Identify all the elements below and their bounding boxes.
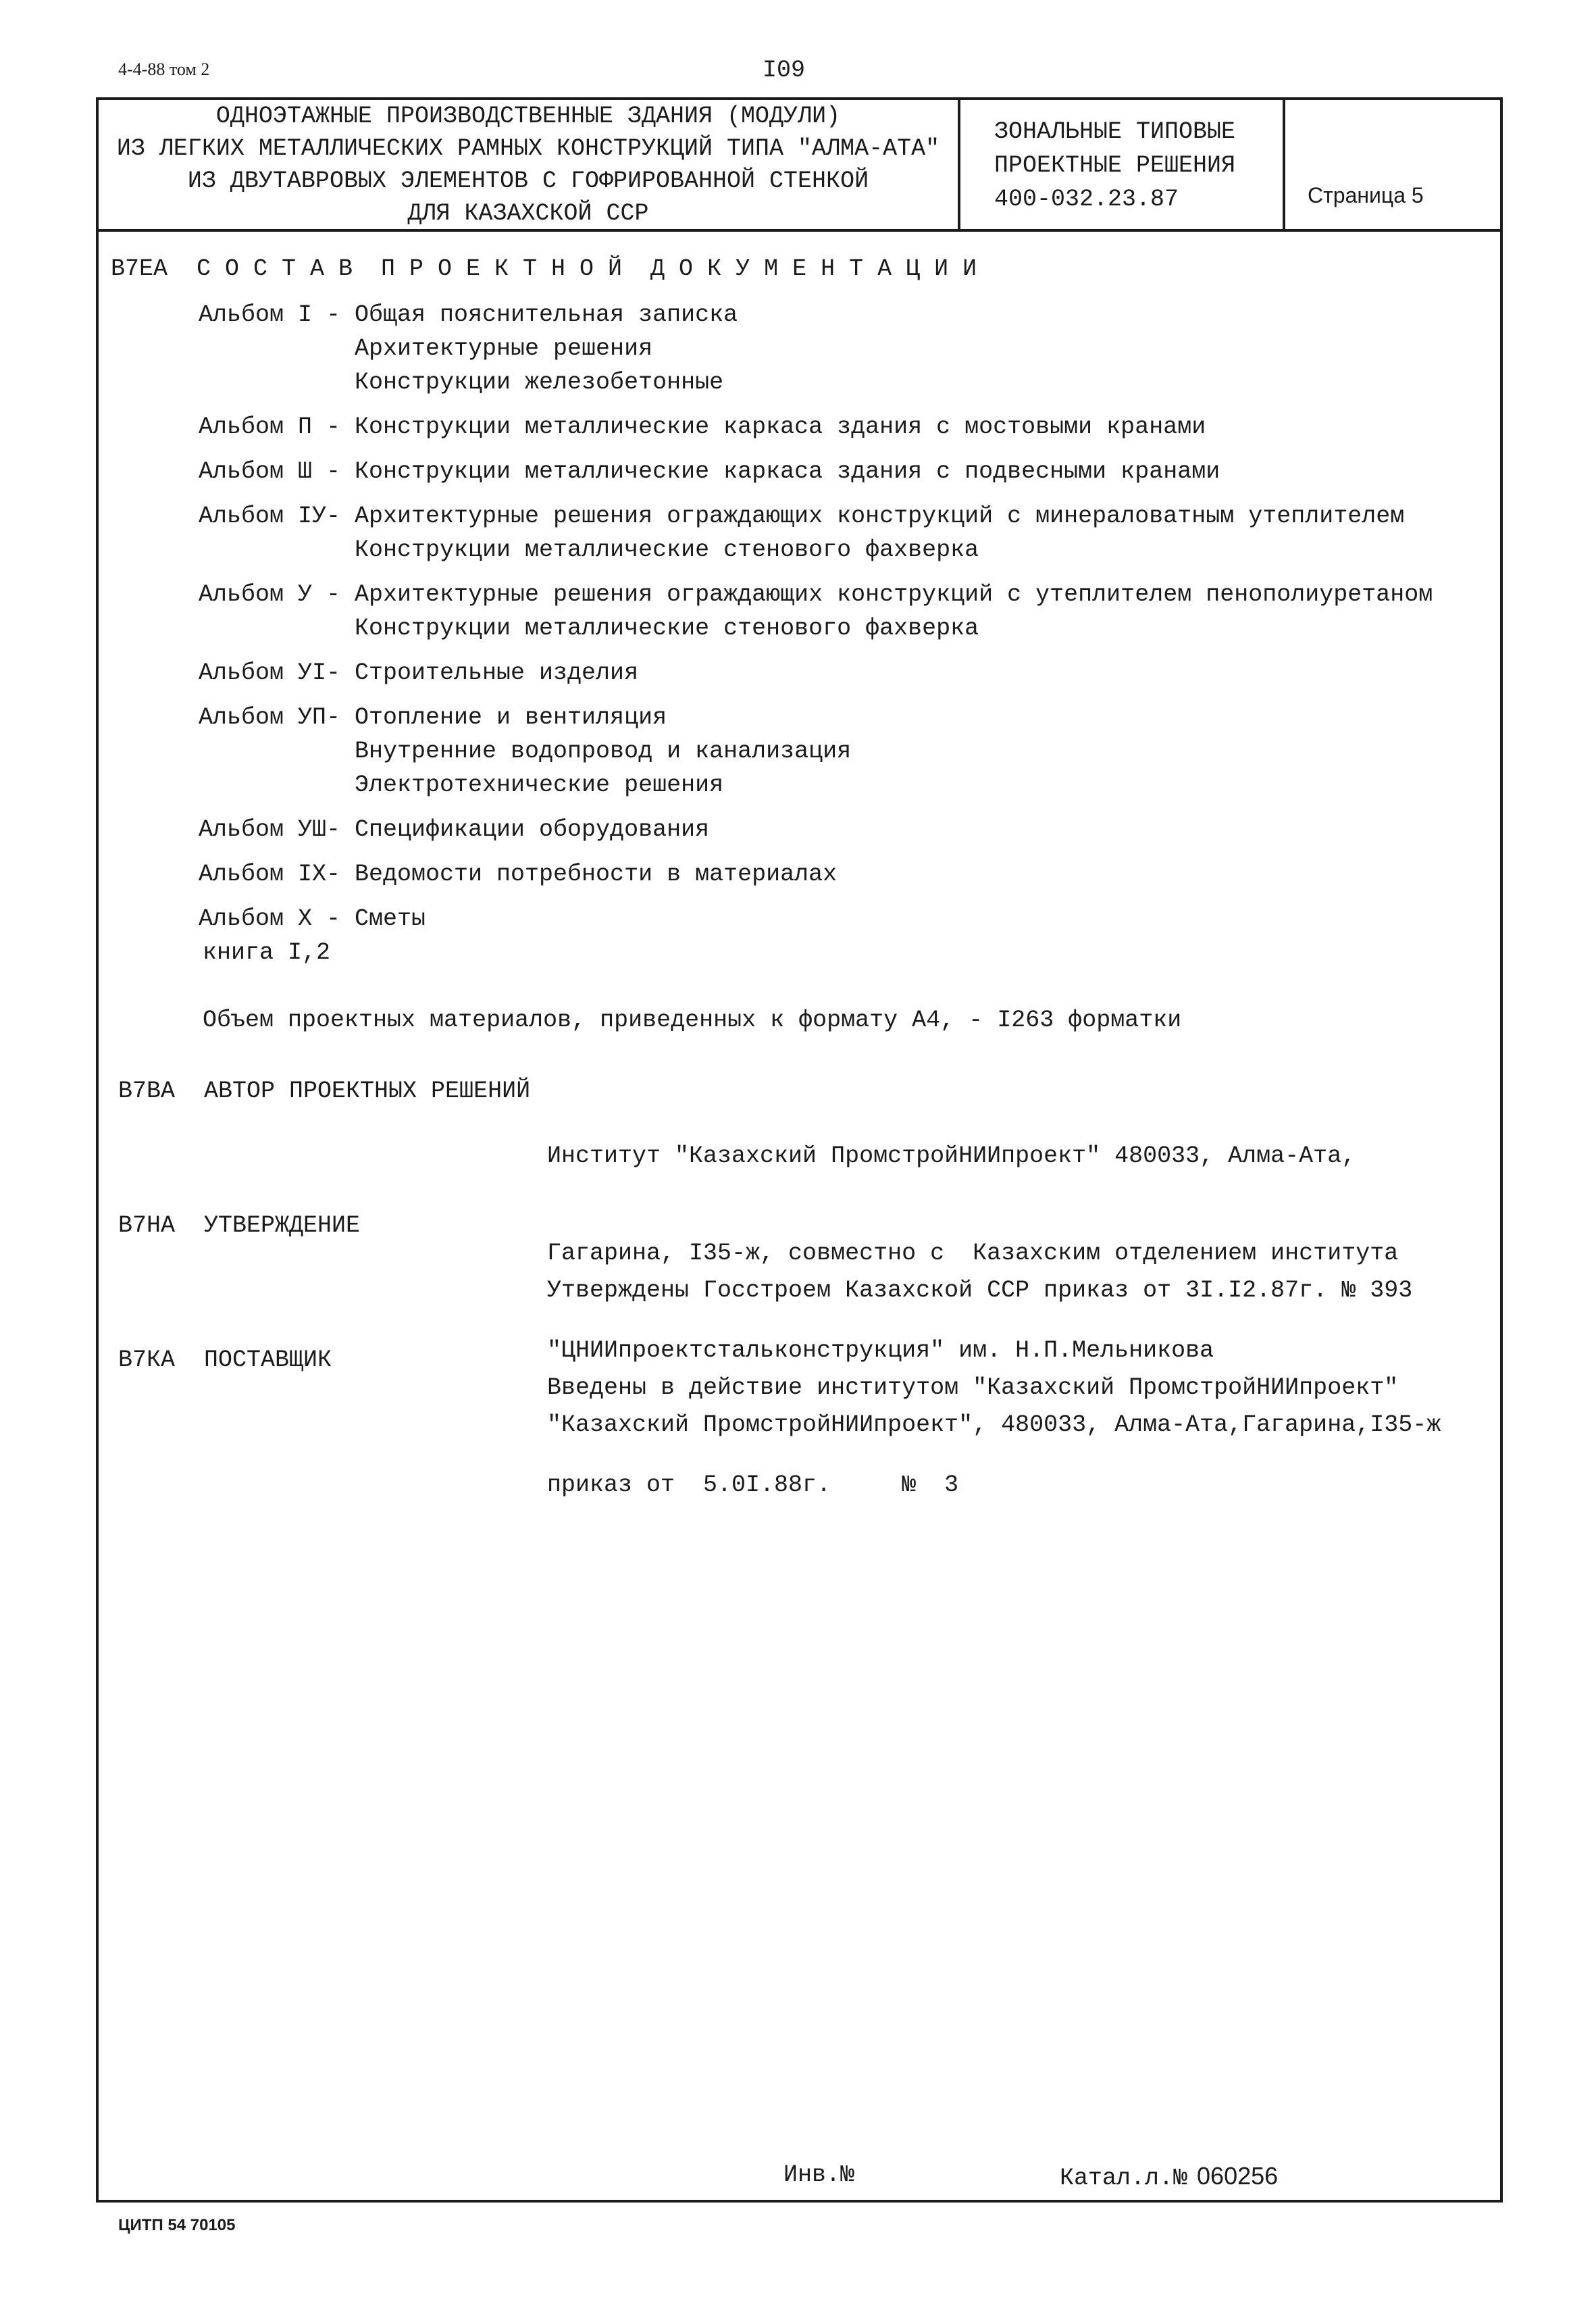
volume-note: Объем проектных материалов, приведенных к формату А4, - I263 форматки — [203, 1007, 1182, 1034]
album-item — [199, 455, 1433, 488]
album-line: Архитектурные решения — [355, 335, 653, 362]
title-line: ИЗ ДВУТАВРОВЫХ ЭЛЕМЕНТОВ С ГОФРИРОВАННОЙ СТЕНКОЙ — [187, 167, 869, 195]
album-line: Конструкции железобетонные — [355, 369, 724, 396]
album-line: Спецификации оборудования — [355, 816, 710, 843]
album-label: Альбом Ш - — [199, 458, 341, 485]
section-code: В7НА — [118, 1212, 176, 1239]
album-description — [355, 813, 1433, 847]
album-list — [199, 298, 1433, 970]
print-code: ЦИТП 54 70105 — [118, 2216, 236, 2234]
album-description — [355, 902, 1433, 936]
album-description — [355, 455, 1433, 488]
text-line: Введены в действие институтом "Казахский ПромстройНИИпроект" — [547, 1374, 1399, 1401]
album-description — [355, 578, 1433, 645]
album-book-note: книга I,2 — [203, 939, 331, 966]
album-label: Альбом IУ- — [199, 503, 341, 530]
album-label: Альбом У - — [199, 581, 341, 608]
section-code: В7ЕА — [111, 255, 168, 282]
page-label: Страница 5 — [1308, 183, 1424, 207]
album-label: Альбом УП- — [199, 704, 341, 731]
catalog-label: Катал.л.№ — [1060, 2165, 1188, 2192]
album-label: Альбом УI- — [199, 659, 341, 686]
series-cell — [958, 100, 1283, 229]
album-line: Архитектурные решения ограждающих конструкций с утеплителем пенополиуретаном — [355, 581, 1433, 608]
album-description — [355, 499, 1433, 567]
album-description — [355, 857, 1433, 891]
series-volume-mark: 4-4-88 том 2 — [118, 59, 210, 79]
section-label: УТВЕРЖДЕНИЕ — [204, 1212, 361, 1239]
album-label: Альбом IX- — [199, 861, 341, 888]
album-line: Отопление и вентиляция — [355, 704, 667, 731]
album-line: Конструкции металлические стенового фахверка — [355, 615, 979, 642]
composition-heading: СОСТАВ ПРОЕКТНОЙ ДОКУМЕНТАЦИИ — [197, 255, 992, 282]
album-description — [355, 298, 1433, 399]
album-line: Ведомости потребности в материалах — [355, 861, 838, 888]
album-item — [199, 298, 1433, 399]
section-text — [547, 1344, 1441, 1506]
album-label: Альбом П - — [199, 413, 341, 441]
album-item — [199, 410, 1433, 444]
section-label: АВТОР ПРОЕКТНЫХ РЕШЕНИЙ — [204, 1078, 531, 1105]
section-code: В7КА — [118, 1347, 176, 1374]
title-line: ДЛЯ КАЗАХСКОЙ ССР — [407, 199, 649, 227]
album-label: Альбом УШ- — [199, 816, 341, 843]
album-item — [199, 701, 1433, 802]
text-line: Гагарина, I35-ж, совместно с Казахским отделением института — [547, 1240, 1399, 1267]
album-item — [199, 902, 1433, 970]
album-item — [199, 578, 1433, 645]
catalog-sheet — [1060, 2161, 1278, 2193]
album-item — [199, 656, 1433, 690]
album-line: Общая пояснительная записка — [355, 301, 738, 328]
album-description — [355, 656, 1433, 690]
album-line: Конструкции металлические каркаса здания с мостовыми кранами — [355, 413, 1206, 441]
catalog-number: 060256 — [1197, 2162, 1279, 2190]
sheet-number: I09 — [763, 57, 806, 84]
album-item — [199, 813, 1433, 847]
composition-section — [111, 252, 1433, 1037]
album-label: Альбом I - — [199, 301, 341, 328]
album-line: Конструкции металлические стенового фахверка — [355, 536, 979, 563]
series-line: ПРОЕКТНЫЕ РЕШЕНИЯ — [994, 152, 1236, 179]
album-line: Строительные изделия — [355, 659, 639, 686]
album-line: Конструкции металлические каркаса здания с подвесными кранами — [355, 458, 1220, 485]
text-line: Институт "Казахский ПромстройНИИпроект" 480033, Алма-Ата, — [547, 1142, 1356, 1169]
text-line: приказ от 5.0I.88г. № 3 — [547, 1472, 959, 1499]
album-item — [199, 857, 1433, 891]
text-line: Утверждены Госстроем Казахской ССР приказ от 3I.I2.87г. № 393 — [547, 1277, 1413, 1304]
text-line: "Казахский ПромстройНИИпроект", 480033, Алма-Ата,Гагарина,I35-ж — [547, 1411, 1441, 1438]
series-number: 400-032.23.87 — [994, 186, 1179, 213]
section-label: ПОСТАВЩИК — [204, 1347, 332, 1374]
album-line: Электротехнические решения — [355, 772, 724, 799]
album-line: Сметы — [355, 905, 426, 932]
supplier-section — [118, 1344, 1441, 1506]
title-line: ИЗ ЛЕГКИХ МЕТАЛЛИЧЕСКИХ РАМНЫХ КОНСТРУКЦИЙ ТИПА "АЛМА-АТА" — [116, 134, 940, 162]
title-block — [99, 100, 1500, 232]
title-cell — [99, 100, 958, 229]
album-item — [199, 499, 1433, 567]
series-line: ЗОНАЛЬНЫЕ ТИПОВЫЕ — [994, 118, 1236, 145]
album-description — [355, 410, 1433, 444]
title-line: ОДНОЭТАЖНЫЕ ПРОИЗВОДСТВЕННЫЕ ЗДАНИЯ (МОДУЛИ) — [215, 102, 841, 130]
album-line: Архитектурные решения ограждающих конструкций с минераловатным утеплителем — [355, 503, 1405, 530]
album-description — [355, 701, 1433, 802]
page-number-cell — [1283, 100, 1500, 229]
album-label: Альбом X - — [199, 905, 341, 932]
album-line: Внутренние водопровод и канализация — [355, 738, 852, 765]
inventory-number-label: Инв.№ — [783, 2161, 855, 2188]
section-code: В7ВА — [118, 1078, 176, 1105]
text-line: "ЦНИИпроектстальконструкция" им. Н.П.Мельникова — [547, 1337, 1214, 1364]
composition-heading-row — [111, 252, 1433, 286]
